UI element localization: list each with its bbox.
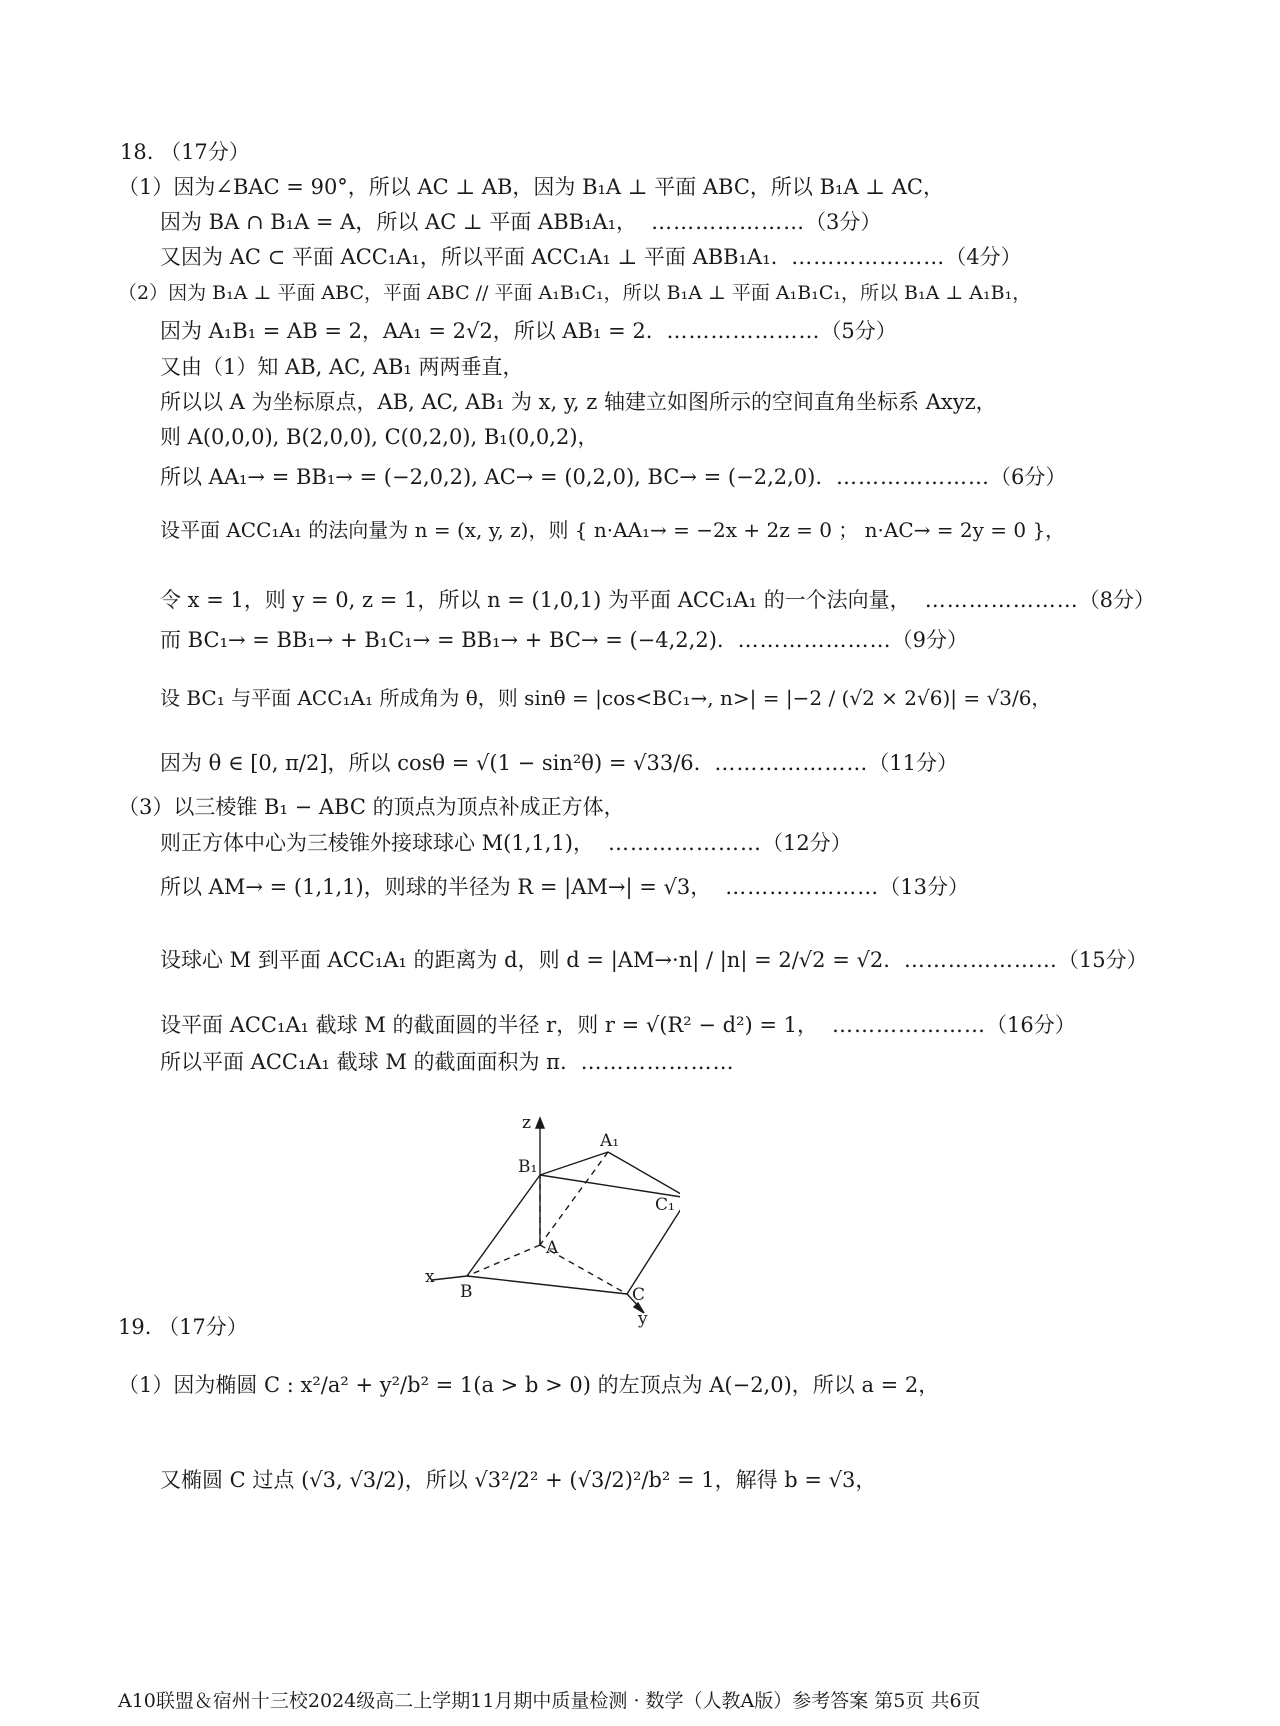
leader-dots: ………………… (666, 319, 821, 343)
leader-dots: ………………… (903, 948, 1058, 972)
answer-line (160, 462, 1066, 492)
label-C1: C₁ (655, 1195, 675, 1215)
z-axis-arrow (536, 1118, 544, 1128)
answer-line (160, 748, 958, 778)
part-label: （3） (118, 795, 174, 819)
answer-text: 所以平面 ACC₁A₁ 截球 M 的截面面积为 π. (160, 1050, 567, 1074)
score-mark: （6分） (990, 465, 1067, 489)
answer-text: 又椭圆 C 过点 (√3, √3/2)，所以 √3²/2² + (√3/2)²/b² = 1，解得 b = √3， (160, 1468, 877, 1492)
answer-text: 因为 θ ∈ [0, π/2]，所以 cosθ = √(1 − sin²θ) = √33/6. (160, 751, 701, 775)
answer-line (160, 872, 969, 902)
leader-dots: ………………… (832, 1013, 986, 1037)
answer-text: 所以 AA₁→ = BB₁→ = (−2,0,2), AC→ = (0,2,0), BC→ = (−2,2,0). (160, 465, 823, 489)
answer-line (118, 172, 944, 202)
problem-19-header: 19. （17分） (118, 1315, 248, 1339)
leader-dots: ………………… (580, 1050, 735, 1074)
answer-text: 令 x = 1，则 y = 0, z = 1，所以 n = (1,0,1) 为平面 ACC₁A₁ 的一个法向量， (160, 588, 911, 612)
answer-text: 则 A(0,0,0), B(2,0,0), C(0,2,0), B₁(0,0,2)， (160, 425, 599, 449)
answer-text: 因为椭圆 C : x²/a² + y²/b² = 1(a > b > 0) 的左顶点为 A(−2,0)，所以 a = 2， (173, 1373, 940, 1397)
score-mark: （16分） (986, 1013, 1076, 1037)
answer-line (160, 242, 1022, 272)
leader-dots: ………………… (725, 875, 880, 899)
part-label: （2） (118, 282, 169, 304)
answer-text: 设 BC₁ 与平面 ACC₁A₁ 所成角为 θ，则 sinθ = |cos<BC₁→, n>| = |−2 / (√2 × 2√6)| = √3/6， (160, 686, 1052, 710)
leader-dots: ………………… (791, 245, 946, 269)
label-C: C (632, 1285, 646, 1305)
label-x: x (425, 1267, 435, 1287)
score-mark: （5分） (820, 319, 897, 343)
answer-text: 设平面 ACC₁A₁ 的法向量为 n = (x, y, z)，则 { n·AA₁→ = −2x + 2z = 0 ； n·AC→ = 2y = 0 }， (160, 518, 1066, 542)
score-mark: （12分） (762, 831, 852, 855)
label-A: A (546, 1238, 559, 1258)
score-mark: （13分） (879, 875, 969, 899)
score-mark: （11分） (868, 751, 959, 775)
answer-line (160, 625, 968, 655)
answer-line (160, 387, 997, 417)
answer-text: 所以 AM→ = (1,1,1)，则球的半径为 R = |AM→| = √3， (160, 875, 712, 899)
edge-BC (467, 1276, 627, 1294)
answer-line (118, 1370, 939, 1400)
label-A1: A₁ (600, 1131, 620, 1151)
answer-line (160, 352, 524, 382)
answer-line (160, 207, 881, 237)
score-mark: （9分） (891, 628, 968, 652)
leader-dots: ………………… (651, 210, 806, 234)
edge-A1A (540, 1152, 608, 1245)
label-z: z (522, 1113, 531, 1133)
label-B: B (460, 1282, 473, 1302)
leader-dots: ………………… (714, 751, 869, 775)
x-axis (432, 1276, 467, 1280)
leader-dots: ………………… (924, 588, 1079, 612)
answer-text: 则正方体中心为三棱锥外接球球心 M(1,1,1)， (160, 831, 594, 855)
answer-text: 设球心 M 到平面 ACC₁A₁ 的距离为 d，则 d = |AM→·n| / |n| = 2/√2 = √2. (160, 948, 890, 972)
score-mark: （4分） (945, 245, 1022, 269)
label-y: y (638, 1309, 648, 1329)
edge-B1A1 (540, 1152, 608, 1175)
leader-dots: ………………… (836, 465, 991, 489)
label-B1: B₁ (518, 1157, 538, 1177)
score-mark: （3分） (805, 210, 882, 234)
answer-line (160, 828, 852, 858)
leader-dots: ………………… (737, 628, 892, 652)
part-label: （1） (118, 1373, 174, 1397)
answer-line (160, 1010, 1076, 1040)
answer-text: 以三棱锥 B₁ − ABC 的顶点为顶点补成正方体， (173, 795, 625, 819)
answer-text: 又由（1）知 AB, AC, AB₁ 两两垂直， (160, 355, 524, 379)
problem-18-header: 18. （17分） (120, 140, 250, 164)
answer-line (118, 278, 1031, 308)
score-mark: （15分） (1057, 948, 1148, 972)
answer-line (160, 1465, 876, 1495)
answer-text: 又因为 AC ⊂ 平面 ACC₁A₁，所以平面 ACC₁A₁ ⊥ 平面 ABB₁A₁. (160, 245, 778, 269)
answer-line (160, 683, 1051, 713)
answer-line (160, 422, 599, 452)
answer-text: 所以以 A 为坐标原点，AB, AC, AB₁ 为 x, y, z 轴建立如图所示的空间直角坐标系 Axyz， (160, 390, 997, 414)
answer-text: 因为 B₁A ⊥ 平面 ABC，平面 ABC // 平面 A₁B₁C₁，所以 B₁A ⊥ 平面 A₁B₁C₁，所以 B₁A ⊥ A₁B₁， (168, 282, 1032, 304)
answer-line (160, 585, 1155, 615)
answer-line (160, 945, 1148, 975)
answer-text: 而 BC₁→ = BB₁→ + B₁C₁→ = BB₁→ + BC→ = (−4,2,2). (160, 628, 724, 652)
edge-B1B (467, 1175, 540, 1276)
page-footer: A10联盟＆宿州十三校2024级高二上学期11月期中质量检测 · 数学（人教A版）参考答案 第5页 共6页 (118, 1690, 981, 1712)
answer-text: 因为 A₁B₁ = AB = 2，AA₁ = 2√2，所以 AB₁ = 2. (160, 319, 653, 343)
prism-figure (420, 1110, 680, 1330)
score-mark: （8分） (1078, 588, 1156, 612)
answer-line (160, 1047, 735, 1077)
answer-text: 设平面 ACC₁A₁ 截球 M 的截面圆的半径 r，则 r = √(R² − d²) = 1， (160, 1013, 818, 1037)
answer-line (160, 515, 1065, 545)
leader-dots: ………………… (608, 831, 762, 855)
answer-line (118, 792, 625, 822)
answer-line (160, 316, 897, 346)
answer-text: 因为 BA ∩ B₁A = A，所以 AC ⊥ 平面 ABB₁A₁， (160, 210, 638, 234)
answer-text: 因为∠BAC = 90°，所以 AC ⊥ AB，因为 B₁A ⊥ 平面 ABC，所以 B₁A ⊥ AC， (173, 175, 944, 199)
part-label: （1） (118, 175, 174, 199)
